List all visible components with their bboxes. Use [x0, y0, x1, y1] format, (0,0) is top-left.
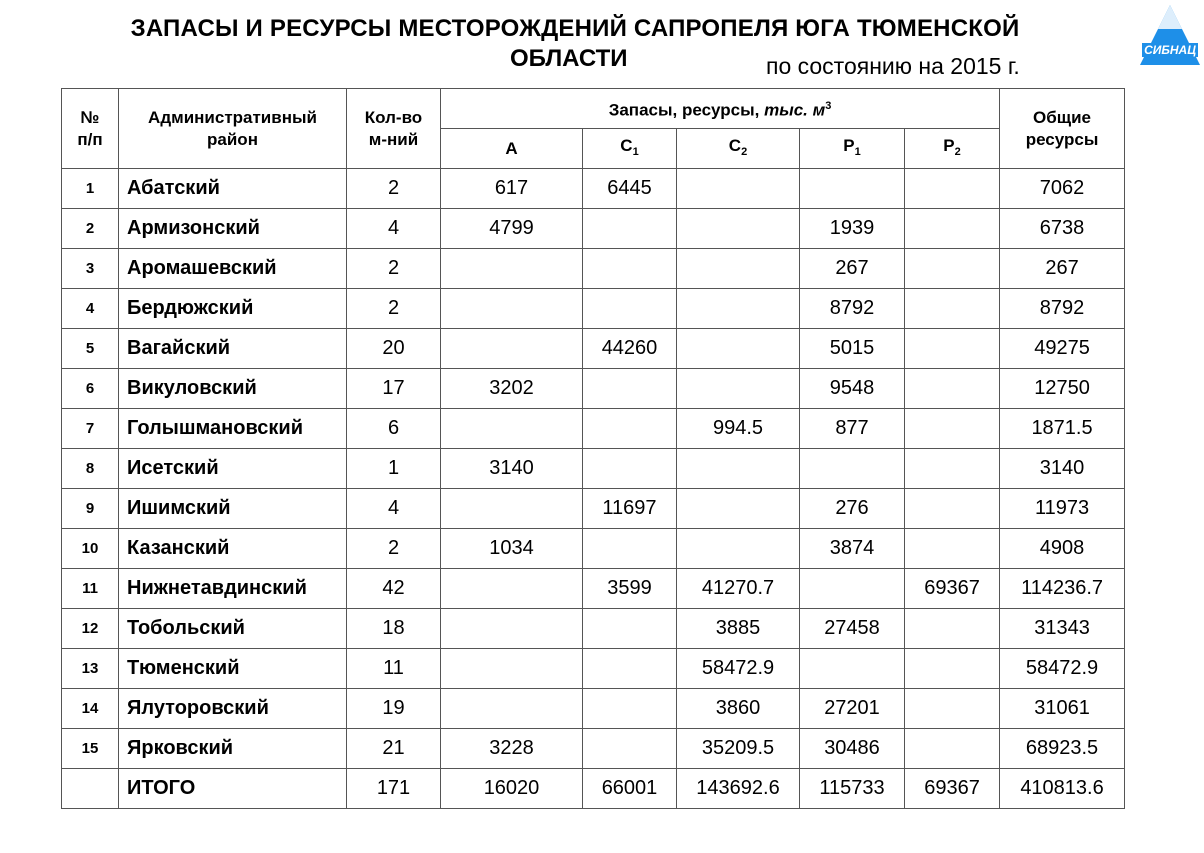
- cell-district: Аромашевский: [119, 249, 347, 289]
- cell-p2: [905, 689, 1000, 729]
- cell-count: 4: [347, 209, 441, 249]
- header-number-line2: п/п: [77, 129, 103, 149]
- cell-c2: [677, 449, 800, 489]
- table-row: [62, 729, 1125, 769]
- cell-district: ИТОГО: [119, 769, 347, 809]
- header-col-c2: [677, 129, 800, 169]
- cell-total: 4908: [1000, 529, 1125, 569]
- cell-count: 18: [347, 609, 441, 649]
- cell-c2: 35209.5: [677, 729, 800, 769]
- cell-p1: [800, 649, 905, 689]
- cell-count: 2: [347, 169, 441, 209]
- cell-p1: 9548: [800, 369, 905, 409]
- cell-c1: [583, 209, 677, 249]
- cell-a: [441, 249, 583, 289]
- cell-p1: 115733: [800, 769, 905, 809]
- cell-count: 4: [347, 489, 441, 529]
- header-group-unit: тыс. м: [764, 100, 826, 120]
- table-row: [62, 609, 1125, 649]
- table-body: [62, 169, 1125, 809]
- table-row: [62, 169, 1125, 209]
- cell-c1: [583, 729, 677, 769]
- cell-n: 11: [62, 569, 119, 609]
- cell-p2: [905, 729, 1000, 769]
- cell-a: [441, 289, 583, 329]
- cell-p2: [905, 209, 1000, 249]
- cell-c1: [583, 649, 677, 689]
- cell-c1: [583, 289, 677, 329]
- cell-total: 12750: [1000, 369, 1125, 409]
- cell-p1: [800, 449, 905, 489]
- header-col-p1-letter: Р: [843, 135, 855, 155]
- cell-total: 7062: [1000, 169, 1125, 209]
- cell-n: 10: [62, 529, 119, 569]
- cell-district: Казанский: [119, 529, 347, 569]
- cell-n: 5: [62, 329, 119, 369]
- cell-district: Бердюжский: [119, 289, 347, 329]
- cell-n: 15: [62, 729, 119, 769]
- table-row: [62, 489, 1125, 529]
- cell-total: 267: [1000, 249, 1125, 289]
- cell-c1: [583, 249, 677, 289]
- cell-p1: 8792: [800, 289, 905, 329]
- cell-a: [441, 609, 583, 649]
- cell-count: 11: [347, 649, 441, 689]
- cell-district: Ярковский: [119, 729, 347, 769]
- cell-n: 9: [62, 489, 119, 529]
- cell-c2: 3885: [677, 609, 800, 649]
- cell-a: 3140: [441, 449, 583, 489]
- cell-c1: [583, 449, 677, 489]
- cell-c2: [677, 169, 800, 209]
- cell-a: [441, 649, 583, 689]
- cell-p2: [905, 249, 1000, 289]
- cell-district: Тюменский: [119, 649, 347, 689]
- cell-p1: 877: [800, 409, 905, 449]
- cell-p2: [905, 609, 1000, 649]
- header-col-p2-letter: Р: [943, 135, 955, 155]
- header-col-c1-sub: 1: [632, 145, 639, 158]
- cell-p1: 27458: [800, 609, 905, 649]
- header-district-line1: Административный: [148, 107, 317, 127]
- table-row: [62, 249, 1125, 289]
- cell-district: Вагайский: [119, 329, 347, 369]
- cell-p1: 276: [800, 489, 905, 529]
- cell-count: 2: [347, 289, 441, 329]
- cell-n: 14: [62, 689, 119, 729]
- header-number-line1: №: [80, 107, 100, 127]
- table-row: [62, 569, 1125, 609]
- cell-n: [62, 769, 119, 809]
- cell-c1: [583, 529, 677, 569]
- cell-a: [441, 569, 583, 609]
- cell-p2: [905, 169, 1000, 209]
- cell-c1: [583, 369, 677, 409]
- cell-count: 6: [347, 409, 441, 449]
- cell-count: 2: [347, 529, 441, 569]
- header-col-p2: [905, 129, 1000, 169]
- table-row: [62, 529, 1125, 569]
- reserves-table: [61, 88, 1125, 809]
- cell-c2: [677, 289, 800, 329]
- cell-total: 68923.5: [1000, 729, 1125, 769]
- cell-district: Викуловский: [119, 369, 347, 409]
- header-col-p1: [800, 129, 905, 169]
- cell-p1: 1939: [800, 209, 905, 249]
- cell-n: 4: [62, 289, 119, 329]
- cell-n: 8: [62, 449, 119, 489]
- cell-c1: 11697: [583, 489, 677, 529]
- cell-total: 1871.5: [1000, 409, 1125, 449]
- cell-district: Исетский: [119, 449, 347, 489]
- cell-c2: [677, 529, 800, 569]
- table-row: [62, 649, 1125, 689]
- cell-district: Ялуторовский: [119, 689, 347, 729]
- cell-a: 3202: [441, 369, 583, 409]
- cell-p2: [905, 529, 1000, 569]
- cell-n: 6: [62, 369, 119, 409]
- cell-n: 1: [62, 169, 119, 209]
- cell-total: 410813.6: [1000, 769, 1125, 809]
- cell-count: 42: [347, 569, 441, 609]
- header-total: [1000, 89, 1125, 169]
- cell-p1: 5015: [800, 329, 905, 369]
- cell-c1: [583, 409, 677, 449]
- cell-p2: [905, 409, 1000, 449]
- cell-district: Абатский: [119, 169, 347, 209]
- cell-count: 1: [347, 449, 441, 489]
- header-reserves-group: [441, 89, 1000, 129]
- cell-a: [441, 409, 583, 449]
- table-row: [62, 449, 1125, 489]
- header-col-c1: [583, 129, 677, 169]
- cell-count: 171: [347, 769, 441, 809]
- header-col-c1-letter: С: [620, 135, 633, 155]
- cell-c2: [677, 489, 800, 529]
- cell-c2: 41270.7: [677, 569, 800, 609]
- header-district-line2: район: [207, 129, 258, 149]
- cell-total: 11973: [1000, 489, 1125, 529]
- cell-a: [441, 489, 583, 529]
- cell-p1: 30486: [800, 729, 905, 769]
- page-title-line2: ОБЛАСТИ: [510, 45, 628, 72]
- cell-a: 1034: [441, 529, 583, 569]
- cell-p2: 69367: [905, 569, 1000, 609]
- cell-c2: 994.5: [677, 409, 800, 449]
- cell-c2: [677, 329, 800, 369]
- cell-n: 2: [62, 209, 119, 249]
- cell-total: 58472.9: [1000, 649, 1125, 689]
- cell-district: Армизонский: [119, 209, 347, 249]
- header-district: [119, 89, 347, 169]
- cell-total: 114236.7: [1000, 569, 1125, 609]
- cell-a: 4799: [441, 209, 583, 249]
- table-row: [62, 689, 1125, 729]
- table-row: [62, 329, 1125, 369]
- cell-c2: [677, 369, 800, 409]
- cell-p2: [905, 649, 1000, 689]
- cell-n: 3: [62, 249, 119, 289]
- table-row: [62, 289, 1125, 329]
- cell-a: 16020: [441, 769, 583, 809]
- cell-p2: [905, 329, 1000, 369]
- cell-p1: [800, 569, 905, 609]
- header-count-line1: Кол-во: [364, 107, 423, 127]
- header-total-line2: ресурсы: [1025, 129, 1099, 149]
- cell-p2: [905, 449, 1000, 489]
- cell-p2: [905, 489, 1000, 529]
- table-row: [62, 409, 1125, 449]
- cell-district: Ишимский: [119, 489, 347, 529]
- cell-a: [441, 689, 583, 729]
- cell-c1: [583, 689, 677, 729]
- cell-total: 49275: [1000, 329, 1125, 369]
- cell-a: 617: [441, 169, 583, 209]
- cell-c1: 44260: [583, 329, 677, 369]
- sibnats-logo: [1138, 3, 1202, 67]
- cell-c2: 143692.6: [677, 769, 800, 809]
- logo-text: СИБНАЦ: [1144, 43, 1196, 57]
- header-col-a: А: [441, 129, 583, 169]
- cell-c2: [677, 249, 800, 289]
- cell-p2: [905, 369, 1000, 409]
- cell-a: 3228: [441, 729, 583, 769]
- page-subtitle: по состоянию на 2015 г.: [766, 53, 1020, 79]
- cell-total: 6738: [1000, 209, 1125, 249]
- header-group-main: Запасы, ресурсы,: [608, 100, 760, 120]
- header-total-line1: Общие: [1033, 107, 1092, 127]
- cell-p1: [800, 169, 905, 209]
- cell-count: 21: [347, 729, 441, 769]
- cell-c2: 3860: [677, 689, 800, 729]
- cell-district: Нижнетавдинский: [119, 569, 347, 609]
- header-col-c2-sub: 2: [741, 145, 748, 158]
- header-col-c2-letter: С: [728, 135, 742, 155]
- cell-count: 17: [347, 369, 441, 409]
- cell-c1: 6445: [583, 169, 677, 209]
- cell-c2: [677, 209, 800, 249]
- cell-c2: 58472.9: [677, 649, 800, 689]
- page-title: ЗАПАСЫ И РЕСУРСЫ МЕСТОРОЖДЕНИЙ САПРОПЕЛЯ ЮГА ТЮМЕНСКОЙ: [130, 15, 1020, 42]
- header-count: [347, 89, 441, 169]
- header-col-p1-sub: 1: [854, 145, 861, 158]
- cell-p2: 69367: [905, 769, 1000, 809]
- header-group-unit-sup: 3: [825, 100, 832, 113]
- header-col-p2-sub: 2: [954, 145, 961, 158]
- cell-count: 19: [347, 689, 441, 729]
- cell-a: [441, 329, 583, 369]
- header-count-line2: м-ний: [368, 129, 419, 149]
- cell-p1: 3874: [800, 529, 905, 569]
- cell-p2: [905, 289, 1000, 329]
- cell-count: 2: [347, 249, 441, 289]
- cell-c1: 3599: [583, 569, 677, 609]
- table-row: [62, 209, 1125, 249]
- cell-district: Тобольский: [119, 609, 347, 649]
- cell-total: 8792: [1000, 289, 1125, 329]
- cell-total: 3140: [1000, 449, 1125, 489]
- cell-c1: [583, 609, 677, 649]
- header-number: [62, 89, 119, 169]
- cell-n: 12: [62, 609, 119, 649]
- total-row: [62, 769, 1125, 809]
- cell-district: Голышмановский: [119, 409, 347, 449]
- cell-count: 20: [347, 329, 441, 369]
- table-row: [62, 369, 1125, 409]
- cell-n: 7: [62, 409, 119, 449]
- cell-p1: 27201: [800, 689, 905, 729]
- cell-n: 13: [62, 649, 119, 689]
- cell-total: 31343: [1000, 609, 1125, 649]
- cell-p1: 267: [800, 249, 905, 289]
- cell-c1: 66001: [583, 769, 677, 809]
- cell-total: 31061: [1000, 689, 1125, 729]
